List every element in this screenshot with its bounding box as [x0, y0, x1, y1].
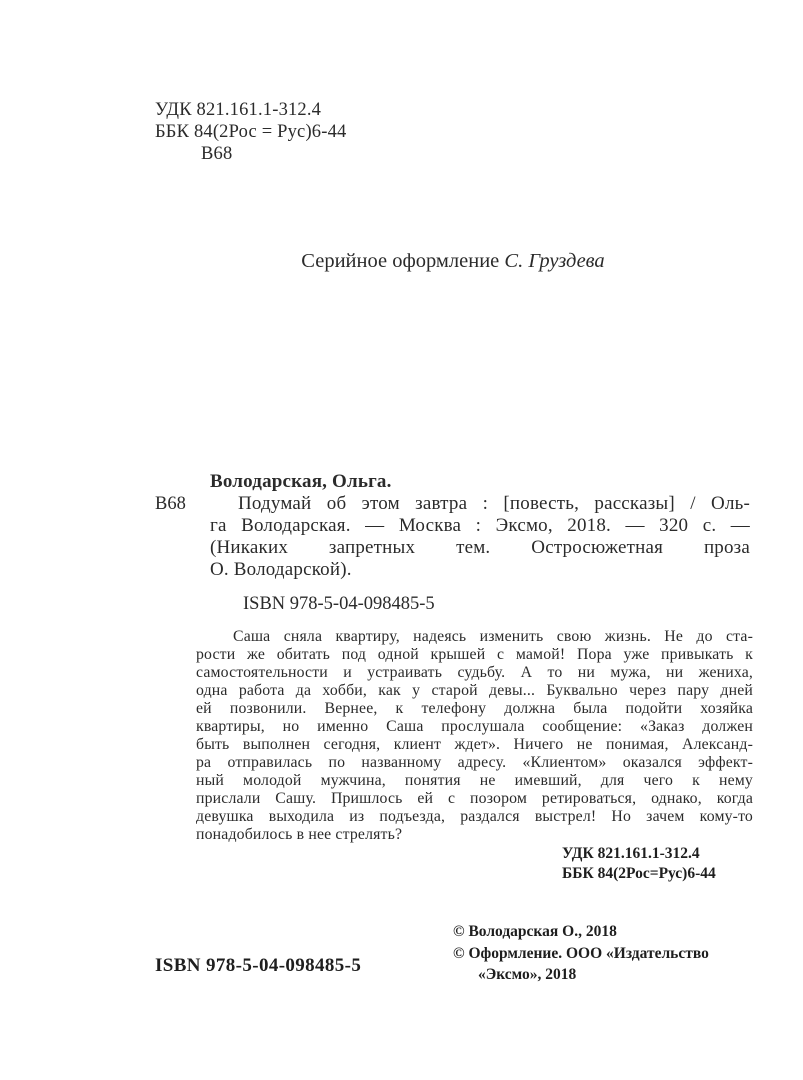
bibliographic-description — [210, 493, 750, 581]
udk-code-bottom: УДК 821.161.1-312.4 — [562, 845, 700, 862]
annotation-line: ный молодой мужчина, понятия не имевший, для чего к нему — [196, 772, 753, 789]
copyright-publisher-line: © Оформление. ООО «Издательство — [453, 944, 709, 962]
bibliographic-line: га Володарская. — Москва : Эксмо, 2018. — 320 с. — — [210, 515, 750, 536]
annotation-line: быть выполнен сегодня, клиент ждет». Ничего не понимая, Александ- — [196, 736, 753, 753]
udk-code: УДК 821.161.1-312.4 — [155, 100, 322, 120]
bibliographic-line: (Никаких запретных тем. Остросюжетная проза — [210, 537, 750, 558]
top-classification-block — [155, 99, 346, 165]
series-credit-label: Серийное оформление — [301, 250, 505, 272]
annotation-line: ра отправилась по названному адресу. «Клиентом» оказался эффект- — [196, 754, 753, 771]
bbk-code-bottom: ББК 84(2Рос=Рус)6-44 — [562, 864, 716, 882]
bibliographic-author-heading: Володарская, Ольга. — [210, 471, 392, 492]
bottom-classification-block — [562, 844, 716, 883]
annotation-line: рости же обитать под одной крышей с мамой! Пора уже привыкать к — [196, 646, 753, 663]
annotation-line: Саша сняла квартиру, надеясь изменить свою жизнь. Не до ста- — [233, 628, 753, 645]
annotation-line: одна работа да хобби, как у старой девы... Буквально через пару дней — [196, 682, 753, 699]
bbk-code: ББК 84(2Рос = Рус)6-44 — [155, 122, 347, 142]
series-design-credit — [155, 250, 751, 273]
annotation-line: самостоятельности и устраивать судьбу. А то ни мужа, ни жениха, — [196, 664, 753, 681]
annotation-line: девушка выходила из подъезда, раздался выстрел! Но зачем кому-то — [196, 808, 753, 825]
annotation-paragraph — [196, 628, 753, 844]
isbn-number-bottom: ISBN 978-5-04-098485-5 — [155, 955, 362, 976]
copyright-author-line: © Володарская О., 2018 — [453, 923, 617, 940]
copyright-publisher-line-wrap: «Эксмо», 2018 — [478, 966, 577, 983]
isbn-number: ISBN 978-5-04-098485-5 — [243, 594, 435, 614]
copyright-block — [453, 921, 709, 986]
annotation-line: квартиры, но именно Саша прослушала сообщение: «Заказ должен — [196, 718, 753, 735]
annotation-line: понадобилось в нее стрелять? — [196, 826, 403, 843]
annotation-line: прислали Сашу. Пришлось ей с позором ретироваться, однако, когда — [196, 790, 753, 807]
annotation-line: ей позвонили. Вернее, к телефону должна была подойти хозяйка — [196, 700, 753, 717]
bibliographic-entry-code: В68 — [155, 494, 186, 514]
bibliographic-line: Подумай об этом завтра : [повесть, рассказы] / Оль- — [238, 493, 750, 514]
series-designer-name: С. Груздева — [504, 250, 605, 272]
bibliographic-line: О. Володарской). — [210, 559, 352, 580]
author-sign-code: В68 — [201, 144, 233, 164]
